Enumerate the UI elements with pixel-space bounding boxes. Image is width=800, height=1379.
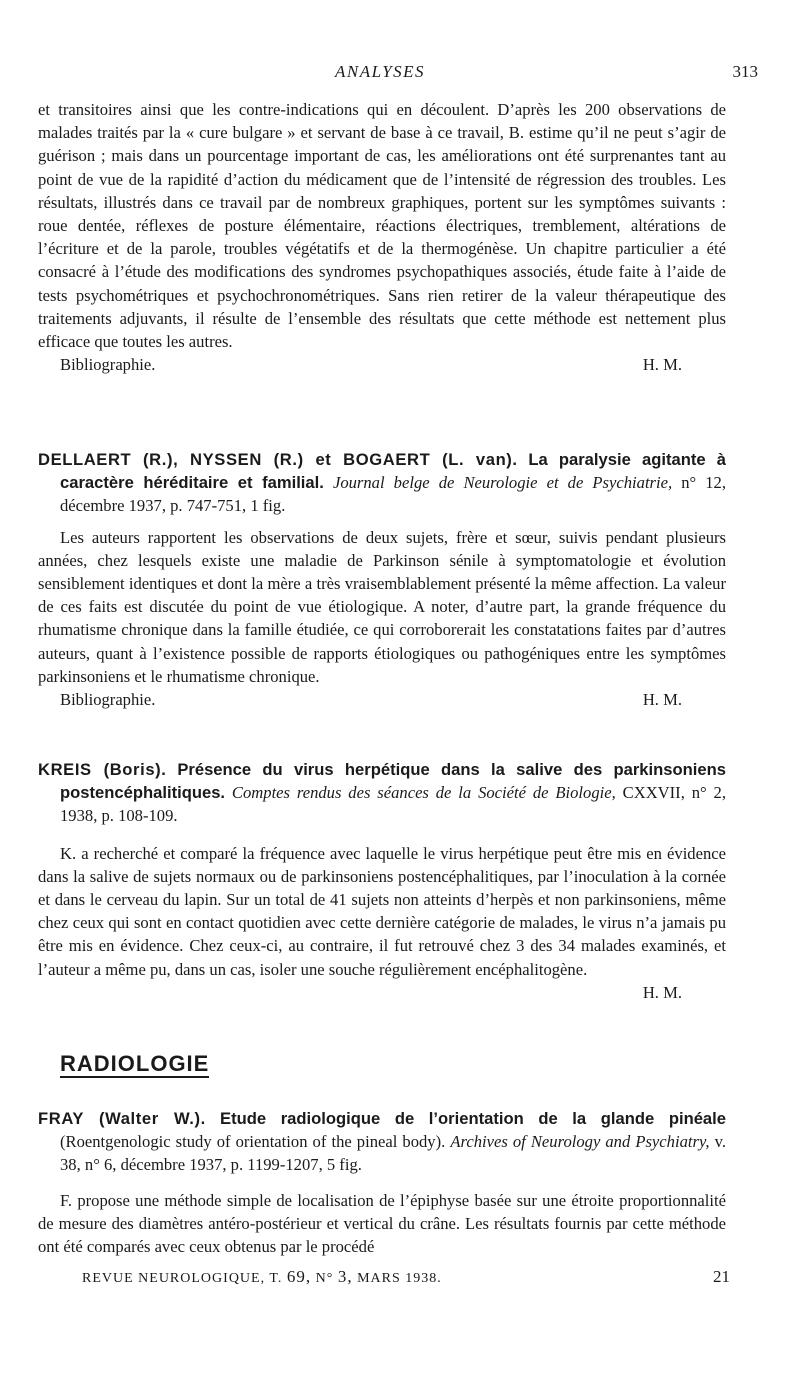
footer-date: MARS 1938. [357,1271,442,1286]
continuation-paragraph: et transitoires ainsi que les contre-indications qui en découlent. D’après les 200 observations de malades traités par la « cure bulgare » et servant de base à ce travail, B. estime qu’il ne peut s’agir de guérison ; mais dans un pourcentage important de cas, les améliorations ont été surprenantes tant au point de vue de la rapidité d’action du médicament que de l’intensité de régression des troubles. Les résultats, illustrés dans ce travail par de nombreux graphiques, portent sur les symptômes suivants : roue dentée, réflexes de posture élémentaire, réactions électriques, tremblement, altérations de l’écriture et de la parole, troubles végétatifs et de la thermogénèse. Un chapitre particulier a été consacré à l’étude des modifications des syndromes psychopathiques associés, étude faite à l’aide de tests psychométriques et psychochronométriques. Sans rien retirer de la valeur thérapeutique des traitements adjuvants, il résulte de l’ensemble des résultats que cette méthode est nettement plus efficace que toutes les autres. [38,100,726,352]
section-heading-block [38,1052,726,1078]
footer-journal: REVUE NEUROLOGIQUE, T. [82,1271,283,1286]
entry-authors: KREIS (Boris). [38,760,167,779]
entry-citation: n° 12, décembre 1937, p. 747-751, 1 fig. [60,473,726,516]
page-header [0,62,800,84]
continuation-block [38,98,726,376]
bibliography-label: Bibliographie. [60,355,156,375]
author-signature: H. M. [642,982,682,1002]
entry-citation: CXXVII, n° 2, 1938, p. 108-109. [60,783,726,826]
entry-title: La paralysie agitante à caractère héréditaire et familial. [60,450,726,493]
entry-citation: v. 38, n° 6, décembre 1937, p. 1199-1207, 5 fig. [60,1132,726,1175]
entry-title: Etude radiologique de l’orientation de la glande pinéale [220,1109,726,1128]
entry-heading [38,1107,726,1177]
entry-journal: Archives of Neurology and Psychiatry, [450,1132,710,1152]
entry-signature-line [38,981,726,1004]
entry-heading [38,758,726,828]
footer-issue-label: N° [315,1271,334,1286]
section-title: RADIOLOGIE [60,1052,209,1078]
footer-sheet-number: 21 [713,1267,730,1286]
entry-journal: Comptes rendus des séances de la Société de Biologie, [231,783,616,803]
entry-authors: DELLAERT (R.), NYSSEN (R.) et BOGAERT (L. van). [38,450,518,469]
entry-body: F. propose une méthode simple de localisation de l’épiphyse basée sur une étroite proportionnalité de mesure des diamètres antéro-postérieur et vertical du crâne. Les résultats fournis par cette méthode ont été comparés avec ceux obtenus par le procédé [38,1190,726,1257]
author-signature: H. M. [642,355,682,375]
entry-authors: FRAY (Walter W.). [38,1109,206,1128]
page-number: 313 [732,62,758,81]
continuation-signature-line [38,353,726,376]
page-footer [60,1267,740,1289]
footer-journal-line [82,1267,442,1287]
review-entry-fray [38,1107,726,1258]
review-entry-kreis [38,758,726,1004]
bibliography-label: Bibliographie. [60,690,156,710]
author-signature: H. M. [642,690,682,710]
entry-subtitle: (Roentgenologic study of orientation of the pineal body). [60,1132,446,1152]
entry-title: Présence du virus herpétique dans la salive des parkinsoniens postencéphalitiques. [60,760,726,803]
entry-journal: Journal belge de Neurologie et de Psychiatrie, [332,473,673,493]
entry-body: K. a recherché et comparé la fréquence avec laquelle le virus herpétique peut être mis en évidence dans la salive de sujets normaux ou de parkinsoniens postencéphalitiques, par l’inoculation à la cornée et dans le cerveau du lapin. Sur un total de 41 sujets non atteints d’herpès et non parkinsoniens, même chez ceux qui sont en contact quotidien avec cette dernière catégorie de malades, le virus n’a jamais pu être mis en évidence. Chez ceux-ci, au contraire, il fut retrouvé chez 3 des 34 malades examinés, et l’auteur a même pu, dans un cas, isoler une souche régulièrement encéphalitogène. [38,843,726,979]
entry-signature-line [38,688,726,711]
entry-heading [38,448,726,518]
footer-volume: 69, [286,1267,312,1286]
footer-issue: 3, [337,1267,353,1286]
review-entry-dellaert [38,448,726,711]
running-title: ANALYSES [334,62,426,81]
entry-body: Les auteurs rapportent les observations de deux sujets, frère et sœur, suivis pendant plusieurs années, chez lesquels existe une maladie de Parkinson sénile à symptomatologie et évolution sensiblement identiques et dont la mère a très vraisemblablement présenté la même affection. La valeur de ces faits est discutée du point de vue étiologique. A noter, d’autre part, la grande fréquence du rhumatisme chronique dans la famille étudiée, ce qui corroborerait les constatations faites par d’autres auteurs, quant à l’existence possible de rapports étiologiques ou pathogéniques entre les symptômes parkinsoniens et le rhumatisme chronique. [38,527,726,686]
